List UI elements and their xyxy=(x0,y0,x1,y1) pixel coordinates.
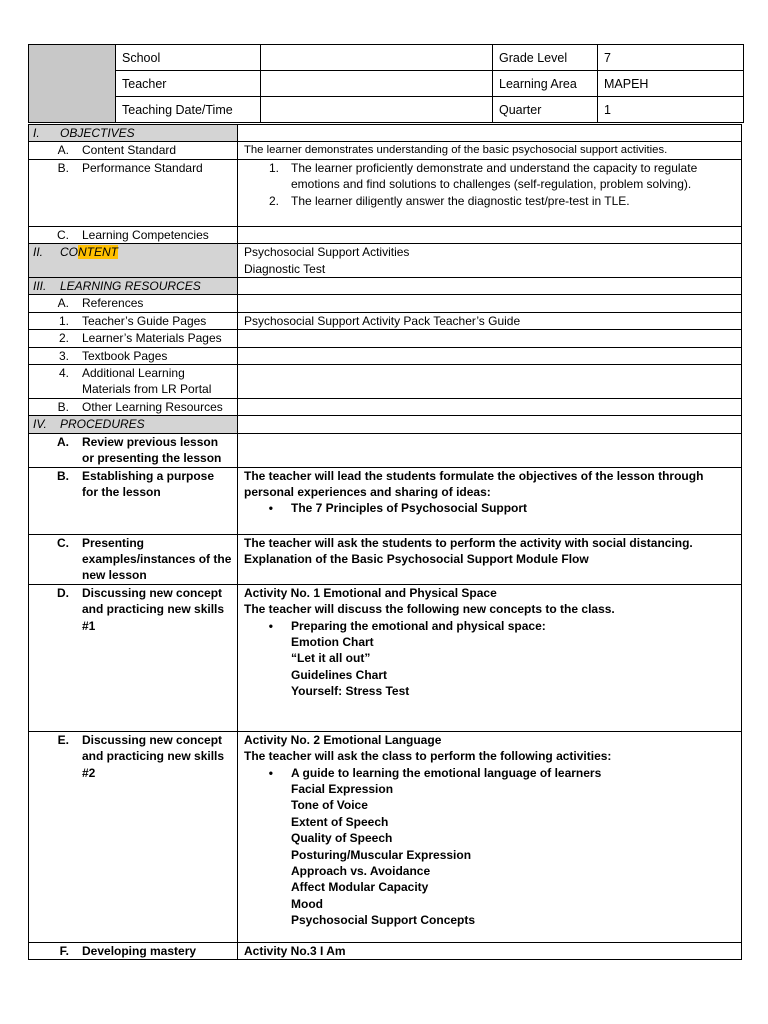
content-header xyxy=(29,244,238,278)
procedure-c-line-2: Explanation of the Basic Psychosocial Support Module Flow xyxy=(244,551,589,566)
procedure-f-label: Developing mastery xyxy=(82,943,197,958)
procedure-a-row xyxy=(29,433,742,467)
procedure-d-subitem: Yourself: Stress Test xyxy=(291,684,410,699)
procedure-e-bullet xyxy=(244,765,737,781)
procedure-c-label: Presenting examples/instances of the new lesson xyxy=(82,535,232,583)
procedure-d-subitem: “Let it all out” xyxy=(291,651,371,666)
performance-standard-label: Performance Standard xyxy=(82,160,203,175)
header-gray-block xyxy=(29,45,116,123)
learning-competencies-row xyxy=(29,226,742,243)
procedure-e-intro: The teacher will ask the class to perform the following activities: xyxy=(244,749,612,764)
content-standard-value: The learner demonstrates understanding of the basic psychosocial support activities. xyxy=(238,142,742,159)
procedure-d-label: Discussing new concept and practicing new skills #1 xyxy=(82,585,225,633)
procedure-d-subitem: Emotion Chart xyxy=(291,634,374,649)
teachers-guide-value: Psychosocial Support Activity Pack Teacher’s Guide xyxy=(238,312,742,329)
content-standard-label: Content Standard xyxy=(82,143,177,158)
procedure-d-intro: The teacher will discuss the following new concepts to the class. xyxy=(244,602,615,617)
procedure-e-subitem: Psychosocial Support Concepts xyxy=(291,913,476,928)
references-num: A. xyxy=(57,296,69,311)
objectives-num: I. xyxy=(33,126,40,140)
content-title-highlight: NTENT xyxy=(78,245,118,260)
textbook-value xyxy=(238,347,742,364)
procedure-e-subitem: Affect Modular Capacity xyxy=(291,880,429,895)
procedure-e-label: Discussing new concept and practicing new skills #2 xyxy=(82,732,225,780)
grade-level-value: 7 xyxy=(598,45,744,71)
performance-standard-list xyxy=(244,160,737,209)
other-resources-row xyxy=(29,398,742,415)
procedure-e-title: Activity No. 2 Emotional Language xyxy=(244,732,442,747)
procedures-num: IV. xyxy=(33,417,47,432)
lr-portal-row xyxy=(29,365,742,399)
objectives-header xyxy=(29,125,238,142)
performance-standard-num: B. xyxy=(57,160,69,175)
textbook-pages-row xyxy=(29,347,742,364)
procedure-d-subitem: Guidelines Chart xyxy=(291,667,388,682)
textbook-num: 3. xyxy=(58,348,69,363)
procedures-section-row xyxy=(29,416,742,433)
teacher-value xyxy=(261,71,493,97)
procedure-e-row xyxy=(29,731,742,942)
bullet-icon: • xyxy=(268,765,273,780)
resources-header xyxy=(29,278,238,295)
header-table xyxy=(28,44,744,123)
procedure-b-label: Establishing a purpose for the lesson xyxy=(82,468,215,499)
references-row xyxy=(29,295,742,312)
lr-portal-num: 4. xyxy=(58,366,69,381)
teaching-date-label: Teaching Date/Time xyxy=(116,97,261,123)
teachers-guide-num: 1. xyxy=(58,313,69,328)
procedure-e-subitem: Posturing/Muscular Expression xyxy=(291,847,472,862)
procedure-e-subitem: Approach vs. Avoidance xyxy=(291,863,431,878)
resources-num: III. xyxy=(33,279,47,294)
competencies-num: C. xyxy=(57,227,69,242)
competencies-value xyxy=(238,226,742,243)
procedure-e-subitem: Quality of Speech xyxy=(291,831,393,846)
objectives-section-row xyxy=(29,125,742,142)
references-value xyxy=(238,295,742,312)
performance-item xyxy=(244,193,737,209)
procedure-c-row xyxy=(29,534,742,584)
teachers-guide-label: Teacher’s Guide Pages xyxy=(82,313,207,328)
procedure-f-value: Activity No.3 I Am xyxy=(238,942,742,959)
learners-materials-value xyxy=(238,330,742,347)
content-title-a: CO xyxy=(60,245,78,260)
performance-item xyxy=(244,160,737,193)
procedures-header xyxy=(29,416,238,433)
teacher-label: Teacher xyxy=(116,71,261,97)
procedure-c-num: C. xyxy=(57,535,69,550)
procedure-f-num: F. xyxy=(59,943,69,958)
procedure-b-bullet-text: The 7 Principles of Psychosocial Support xyxy=(291,501,528,516)
references-label: References xyxy=(82,296,144,311)
procedure-a-value xyxy=(238,433,742,467)
procedure-e-subitem: Facial Expression xyxy=(291,781,394,796)
quarter-value: 1 xyxy=(598,97,744,123)
resources-title: LEARNING RESOURCES xyxy=(60,279,201,294)
learners-materials-label: Learner’s Materials Pages xyxy=(82,331,222,346)
lr-portal-value xyxy=(238,365,742,399)
performance-item-text: The learner proficiently demonstrate and understand the capacity to regulate emotions and find solutions to challenges (self-regulation, problem solving). xyxy=(291,160,698,192)
procedure-b-bullet xyxy=(244,500,737,516)
resources-header-blank xyxy=(238,278,742,295)
learners-materials-row xyxy=(29,330,742,347)
bullet-icon: • xyxy=(268,501,273,516)
procedure-b-num: B. xyxy=(57,468,69,483)
procedure-b-row xyxy=(29,467,742,534)
lr-portal-label: Additional Learning Materials from LR Portal xyxy=(82,366,212,397)
procedure-b-text: The teacher will lead the students formulate the objectives of the lesson through personal experiences and sharing of ideas: xyxy=(244,468,704,499)
content-title xyxy=(60,244,118,260)
school-label: School xyxy=(116,45,261,71)
procedure-d-num: D. xyxy=(57,585,69,600)
procedure-d-bullet-text: Preparing the emotional and physical space: xyxy=(291,618,546,633)
learners-materials-num: 2. xyxy=(58,331,69,346)
procedure-f-row xyxy=(29,942,742,959)
learning-area-value: MAPEH xyxy=(598,71,744,97)
other-resources-num: B. xyxy=(57,399,69,414)
teaching-date-value xyxy=(261,97,493,123)
performance-standard-row xyxy=(29,159,742,226)
procedure-c-line-1: The teacher will ask the students to perform the activity with social distancing. xyxy=(244,535,693,550)
content-section-row xyxy=(29,244,742,278)
textbook-label: Textbook Pages xyxy=(82,348,168,363)
procedure-a-label: Review previous lesson or presenting the lesson xyxy=(82,434,222,466)
procedures-title: PROCEDURES xyxy=(60,417,145,432)
resources-section-row xyxy=(29,278,742,295)
objectives-header-blank xyxy=(238,125,742,142)
school-value xyxy=(261,45,493,71)
bullet-icon: • xyxy=(268,618,273,633)
grade-level-label: Grade Level xyxy=(493,45,598,71)
procedure-e-subitem: Tone of Voice xyxy=(291,798,368,813)
procedure-e-subitem: Mood xyxy=(291,896,323,911)
competencies-label: Learning Competencies xyxy=(82,227,209,242)
lesson-table xyxy=(28,124,742,960)
performance-item-num: 1. xyxy=(268,160,279,175)
procedure-d-row xyxy=(29,584,742,731)
performance-item-num: 2. xyxy=(268,193,279,208)
performance-item-text: The learner diligently answer the diagnostic test/pre-test in TLE. xyxy=(291,193,630,208)
procedure-e-num: E. xyxy=(57,732,69,747)
learning-area-label: Learning Area xyxy=(493,71,598,97)
other-resources-label: Other Learning Resources xyxy=(82,399,223,414)
teachers-guide-row xyxy=(29,312,742,329)
quarter-label: Quarter xyxy=(493,97,598,123)
procedure-d-bullet xyxy=(244,618,737,634)
content-standard-row xyxy=(29,142,742,159)
procedure-e-subitem: Extent of Speech xyxy=(291,814,389,829)
procedure-d-title: Activity No. 1 Emotional and Physical Space xyxy=(244,585,497,600)
content-num: II. xyxy=(33,245,44,260)
other-resources-value xyxy=(238,398,742,415)
content-line-1: Psychosocial Support Activities xyxy=(244,245,410,260)
content-standard-num: A. xyxy=(57,143,69,158)
content-line-2: Diagnostic Test xyxy=(244,261,326,276)
procedures-header-blank xyxy=(238,416,742,433)
procedure-e-bullet-text: A guide to learning the emotional language of learners xyxy=(291,765,602,780)
procedure-a-num: A. xyxy=(57,434,69,449)
objectives-title: OBJECTIVES xyxy=(60,126,135,140)
